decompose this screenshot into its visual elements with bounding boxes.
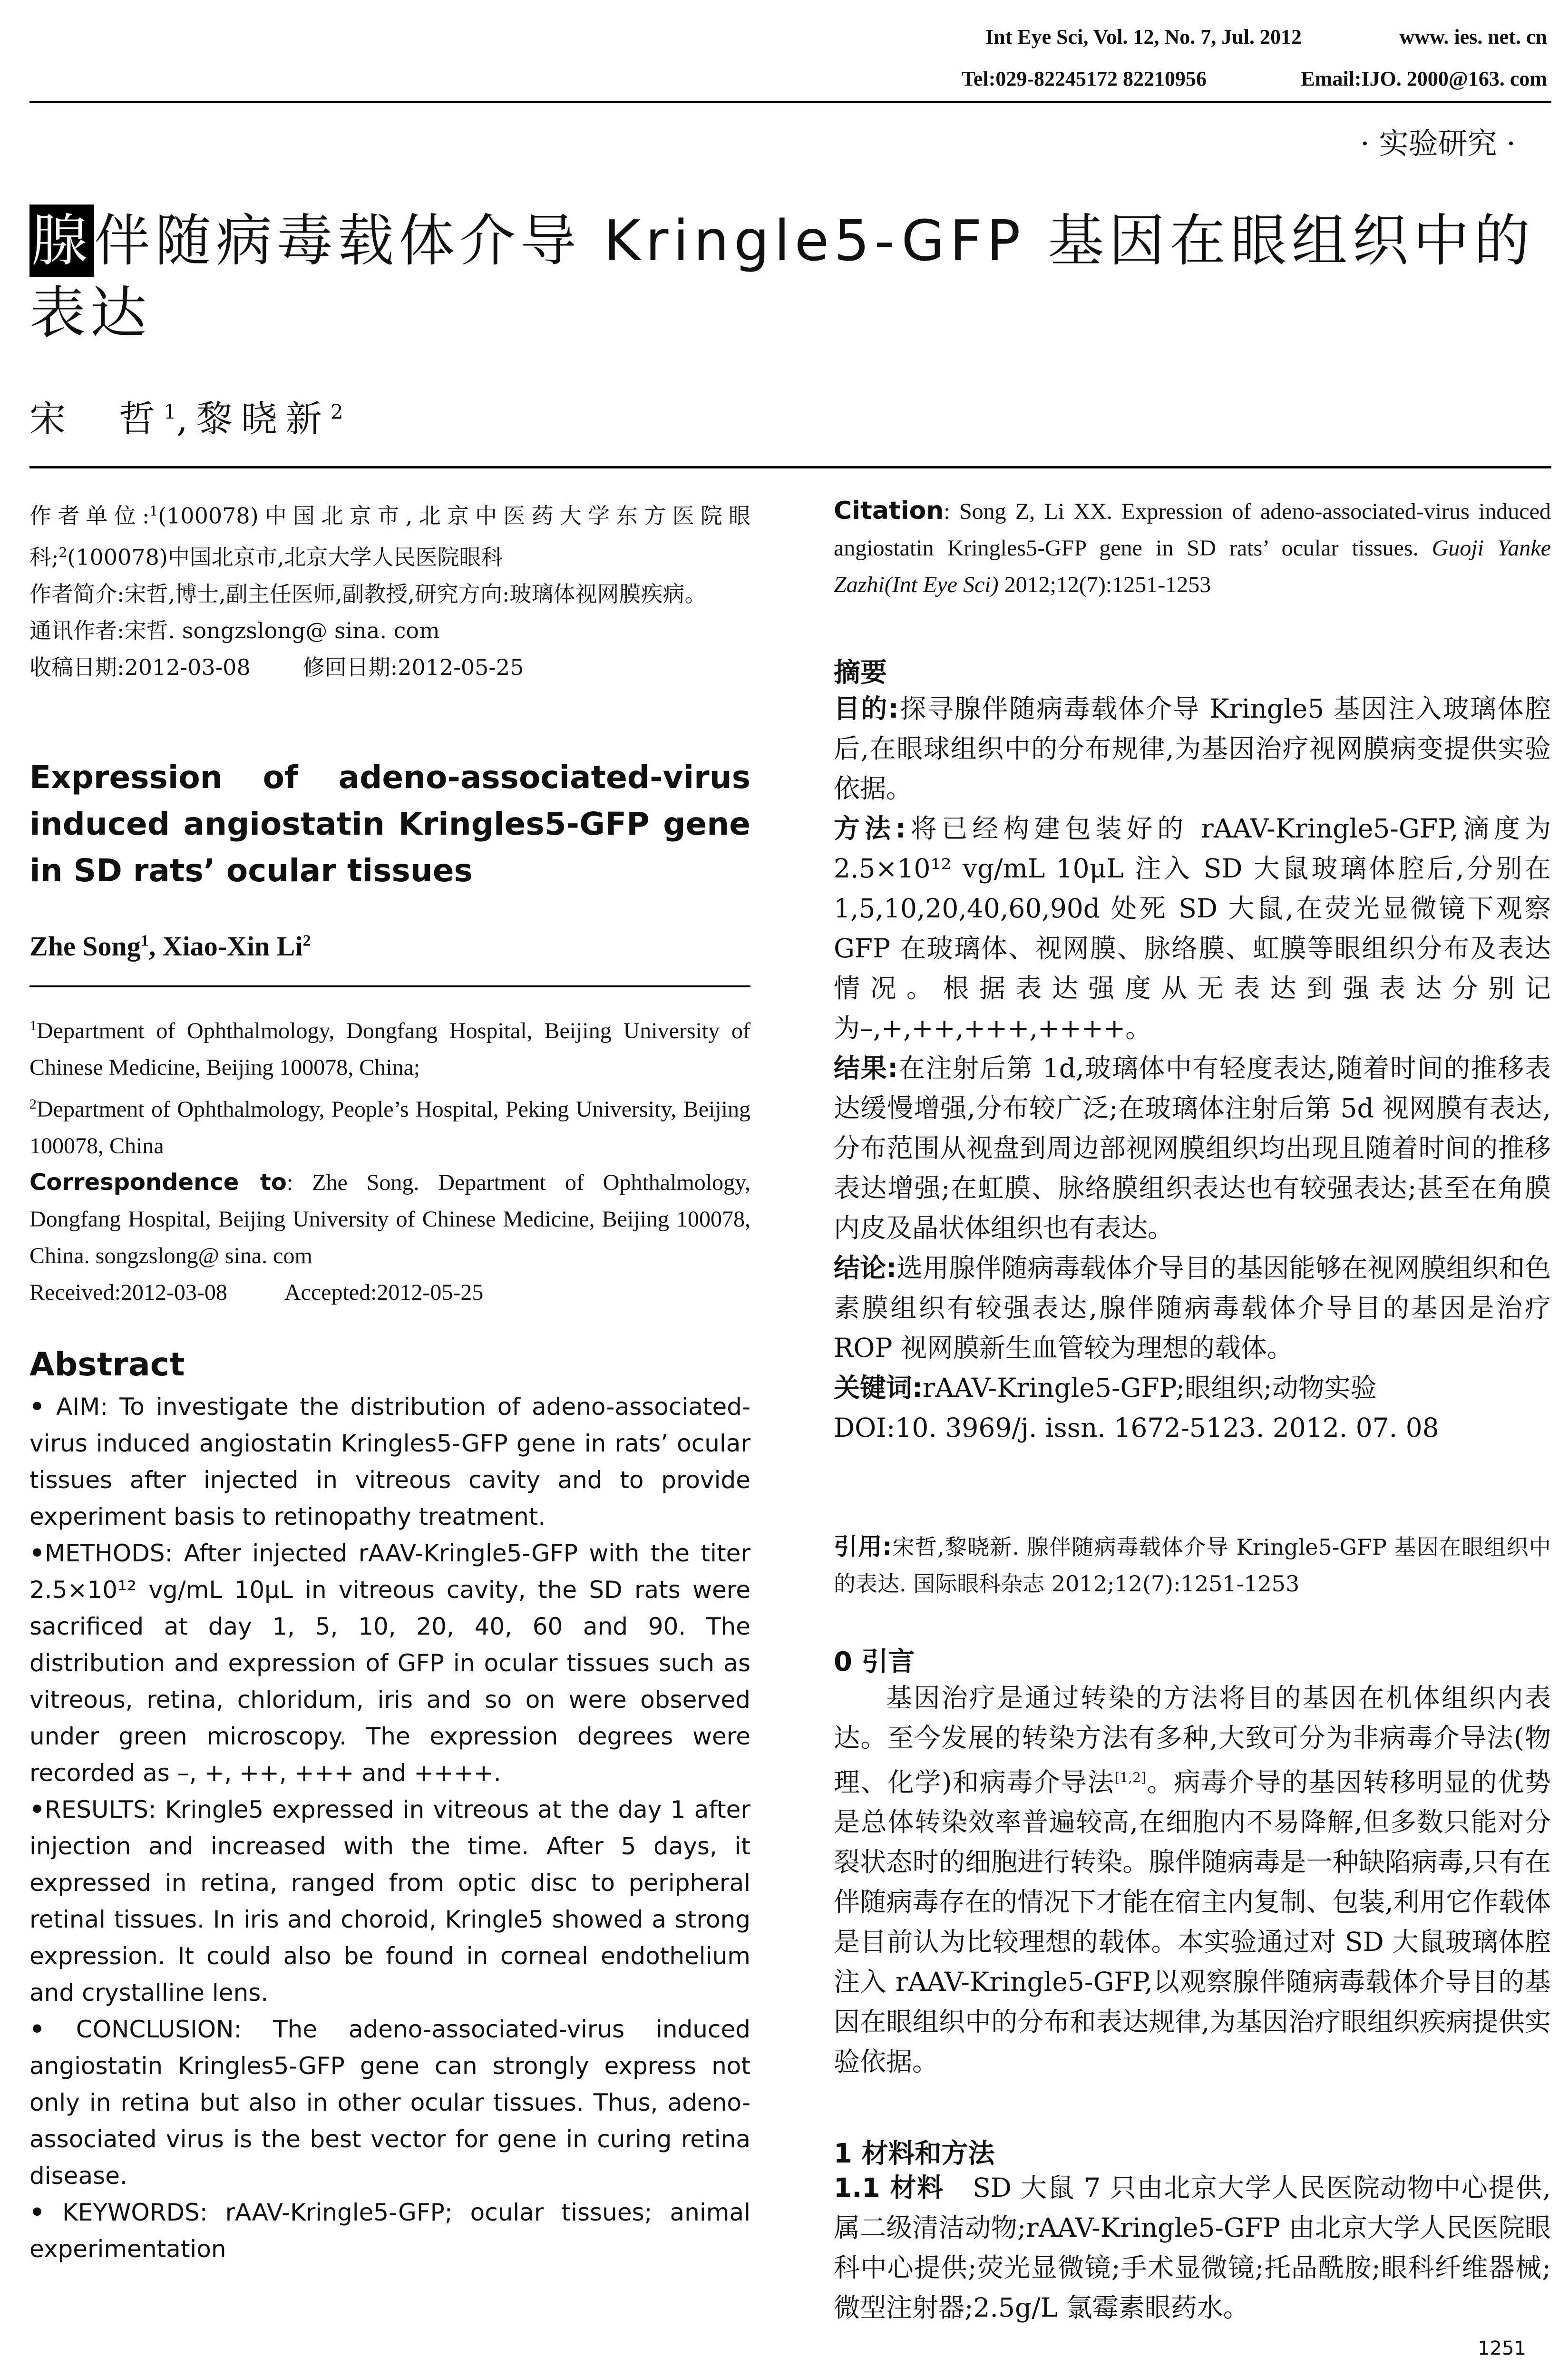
abstract-keywords: • KEYWORDS: rAAV-Kringle5-GFP; ocular tissues; animal experimentation [29, 2199, 750, 2263]
cn-abstract-results: 结果:在注射后第 1d,玻璃体中有轻度表达,随着时间的推移表达缓慢增强,分布较广泛;在玻璃体注射后第 5d 视网膜有表达,分布范围从视盘到周边部视网膜组织均出现且随着时间的推移表达增强;在虹膜、脉络膜组织表达也有较强表达;甚至在角膜内皮及晶状体组织也有表达。 [834, 1053, 1551, 1243]
english-dep2: $^2$Department of Ophthalmology, People’s Hospital, Peking University, Beijing 100078, China [29, 1096, 750, 1159]
intro-paragraph: 基因治疗是通过转染的方法将目的基因在机体组织内表达。至今发展的转染方法有多种,大致可分为非病毒介导法(物理、化学)和病毒介导法[1,2]。病毒介导的基因转移明显的优势是总体转染效率普遍较高,在细胞内不易降解,但多数只能对分裂状态时的细胞进行转染。腺伴随病毒是一种缺陷病毒,只有在伴随病毒存在的情况下才能在宿主内复制、包装,利用它作载体是目前认为比较理想的载体。本实验通过对 SD 大鼠玻璃体腔注入 rAAV-Kringle5-GFP,以观察腺伴随病毒载体介导目的基因在眼组织中的分布和表达规律,为基因治疗眼组织疾病提供实验依据。 [834, 1683, 1551, 2077]
header-rule [29, 101, 1551, 103]
cn-abstract-methods: 方法:将已经构建包装好的 rAAV-Kringle5-GFP,滴度为 2.5×10¹² vg/mL 10μL 注入 SD 大鼠玻璃体腔后,分别在 1,5,10,20,40,60,90d 处死 SD 大鼠,在荧光显微镜下观察 GFP 在玻璃体、视网膜、脉络膜、虹膜等眼组织分布及表达情况。根据表达强度从无表达到强表达分别记为–,+,++,+++,++++。 [834, 813, 1551, 1043]
author-2-cn-affil: 2 [330, 400, 343, 424]
en-authors-rule [29, 985, 750, 987]
cn-affiliation-block [29, 493, 750, 686]
abstract-results: •RESULTS: Kringle5 expressed in vitreous at the day 1 after injection and increased with the time. After 5 days, it expressed in retina, ranged from optic disc to peripheral retinal tissues. In iris and choroid, Kringle5 showed a strong expression. It could also be found in corneal endothelium and crystalline lens. [29, 1796, 750, 2007]
cn-affiliation: 作者单位:$^1$(100078)中国北京市,北京中医药大学东方医院眼科;$^2$(100078)中国北京市,北京大学人民医院眼科 [29, 503, 750, 570]
journal-email: Email:IJO. 2000@163. com [1301, 67, 1547, 90]
title-rest: 伴随病毒载体介导 Kringle5-GFP 基因在眼组织中的表达 [29, 208, 1535, 346]
english-authors: Zhe Song$^1$, Xiao-Xin Li$^2$ [29, 931, 311, 962]
journal-tel: Tel:029-82245172 82210956 [961, 67, 1207, 90]
abstract-heading: Abstract [29, 1346, 185, 1383]
english-correspondence: Correspondence to: Zhe Song. Department of Ophthalmology, Dongfang Hospital, Beijing University of Chinese Medicine, Beijing 100078, China. songzslong@ sina. com [29, 1169, 751, 1268]
journal-website: www. ies. net. cn [1399, 25, 1547, 49]
abstract-aim: • AIM: To investigate the distribution of adeno-associated-virus induced angiostatin Kringles5-GFP gene in rats’ ocular tissues after injected in vitreous cavity and to provide experiment basis to retinopathy treatment. [29, 1393, 750, 1530]
abstract-methods: •METHODS: After injected rAAV-Kringle5-GFP with the titer 2.5×10¹² vg/mL 10μL in vitreous cavity, the SD rats were sacrificed at day 1, 5, 10, 20, 40, 60 and 90. The distribution and expression of GFP in ocular tissues such as vitreous, retina, chloridum, iris and so on were observed under green microscopy. The expression degrees were recorded as –, +, ++, +++ and ++++. [29, 1539, 750, 1787]
authors-rule [29, 466, 1551, 468]
english-dep1: $^1$Department of Ophthalmology, Dongfang Hospital, Beijing University of Chinese Medicine, Beijing 100078, China; [29, 1018, 750, 1080]
cn-dates: 收稿日期:2012-03-08 修回日期:2012-05-25 [29, 654, 524, 680]
cn-author-bio: 作者简介:宋哲,博士,副主任医师,副教授,研究方向:玻璃体视网膜疾病。 [29, 581, 707, 607]
cn-abstract-keywords: 关键词:rAAV-Kringle5-GFP;眼组织;动物实验 [834, 1373, 1377, 1403]
author-sep: , [176, 398, 196, 440]
english-title: Expression of adeno-associated-virus induced angiostatin Kringles5-GFP gene in SD rats’ ocular tissues [29, 759, 750, 889]
author-1-cn-affil: 1 [164, 400, 176, 424]
author-2-cn: 黎晓新 [196, 398, 331, 440]
title-first-glyph: 腺 [29, 205, 94, 277]
english-dates: Received:2012-03-08 Accepted:2012-05-25 [29, 1280, 484, 1305]
chinese-authors [29, 390, 343, 442]
intro-heading: 0 引言 [834, 1646, 915, 1677]
section-tag: · 实验研究 · [1360, 126, 1516, 161]
methods-materials: 1.1 材料 SD 大鼠 7 只由北京大学人民医院动物中心提供,属二级清洁动物;rAAV-Kringle5-GFP 由北京大学人民医院眼科中心提供;荧光显微镜;手术显微镜;托品酰胺;眼科纤维器械;微型注射器;2.5g/L 氯霉素眼药水。 [834, 2172, 1551, 2323]
cn-abstract-conclusion: 结论:选用腺伴随病毒载体介导目的基因能够在视网膜组织和色素膜组织有较强表达,腺伴随病毒载体介导目的基因是治疗 ROP 视网膜新生血管较为理想的载体。 [834, 1253, 1551, 1363]
journal-issue-line: Int Eye Sci, Vol. 12, No. 7, Jul. 2012 [985, 25, 1302, 49]
cn-citation: 引用:宋哲,黎晓新. 腺伴随病毒载体介导 Kringle5-GFP 基因在眼组织中的表达. 国际眼科杂志 2012;12(7):1251-1253 [834, 1533, 1551, 1597]
cn-correspondence: 通讯作者:宋哲. songzslong@ sina. com [29, 617, 440, 643]
methods-heading: 1 材料和方法 [834, 2138, 995, 2169]
cn-abstract-aim: 目的:探寻腺伴随病毒载体介导 Kringle5 基因注入玻璃体腔后,在眼球组织中的分布规律,为基因治疗视网膜病变提供实验依据。 [834, 693, 1551, 804]
chinese-title [29, 205, 1547, 349]
page-number: 1251 [1478, 2338, 1526, 2359]
cn-doi: DOI:10. 3969/j. issn. 1672-5123. 2012. 07. 08 [834, 1413, 1439, 1443]
abstract-conclusion: • CONCLUSION: The adeno-associated-virus induced angiostatin Kringles5-GFP gene can strongly express not only in retina but also in other ocular tissues. Thus, adeno-associated virus is the best vector for gene in curing retina disease. [29, 2016, 750, 2190]
english-abstract [29, 1389, 750, 2268]
cn-abstract [834, 689, 1551, 1448]
english-affiliations [29, 1007, 750, 1311]
cn-abstract-heading: 摘要 [834, 657, 887, 688]
author-1-cn: 宋 哲 [29, 398, 164, 440]
citation-block: Citation: Song Z, Li XX. Expression of adeno-associated-virus induced angiostatin Kringles5-GFP gene in SD rats’ ocular tissues. Guoji Yanke Zazhi(Int Eye Sci) 2012;12(7):1251-1253 [834, 497, 1551, 597]
